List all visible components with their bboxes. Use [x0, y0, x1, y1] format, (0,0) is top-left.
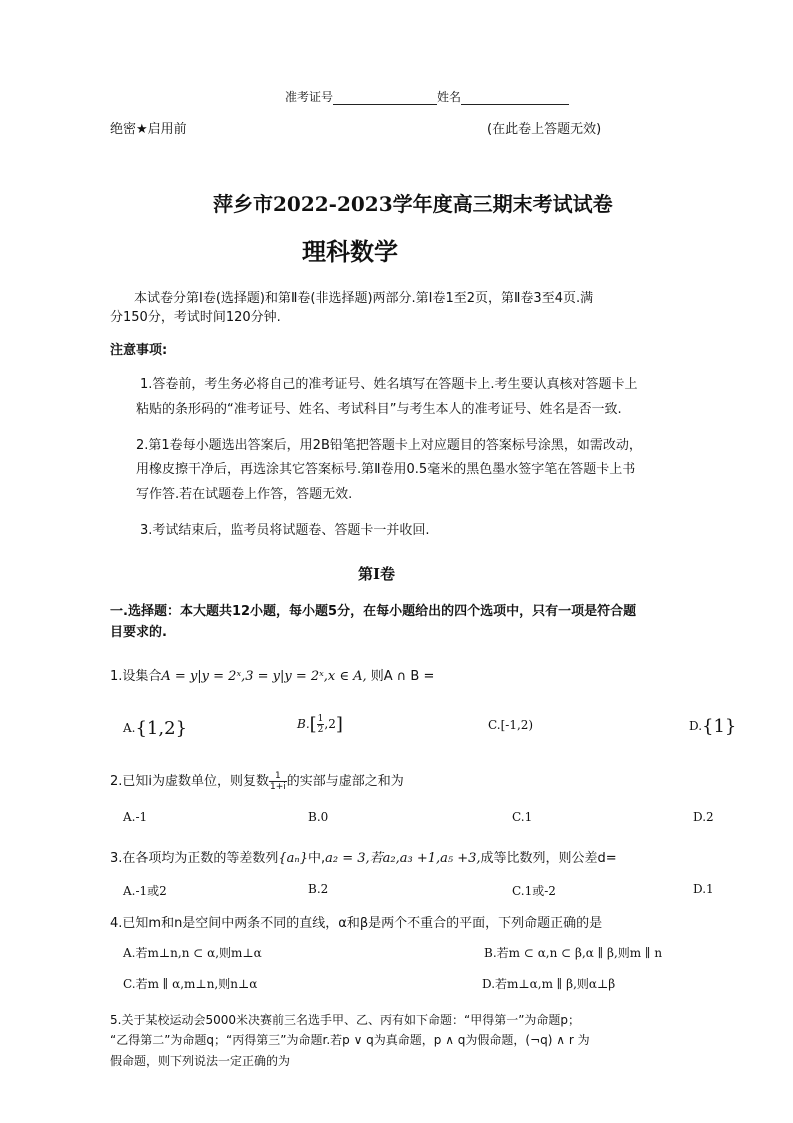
- option-b-numerator: 1: [317, 714, 324, 724]
- exam-number-row: [285, 88, 569, 105]
- question-1-option-b[interactable]: [297, 714, 343, 735]
- question-3-option-d[interactable]: D.1: [693, 882, 714, 896]
- question-4-option-d[interactable]: D.若m⊥α,m ∥ β,则α⊥β: [482, 977, 616, 991]
- exam-number-field[interactable]: [333, 91, 437, 105]
- notice-item-1-line-2: 粘贴的条形码的“准考证号、姓名、考试科目”与考生本人的准考证号、姓名是否一致.: [136, 402, 622, 417]
- option-d-label: D.: [689, 719, 703, 733]
- question-1-stem: [110, 665, 434, 684]
- option-b-tail: ,2: [324, 717, 336, 731]
- question-2-option-c[interactable]: C.1: [512, 810, 533, 824]
- secret-label: 绝密★启用前: [110, 122, 187, 137]
- option-c-value: [-1,2): [500, 718, 534, 732]
- section-instruction-line-2: 目要求的.: [110, 625, 167, 640]
- option-a-value: {1,2}: [135, 718, 188, 739]
- section-instruction-line-1: 一.选择题：本大题共12小题，每小题5分，在每小题给出的四个选项中，只有一项是符合题: [110, 604, 637, 619]
- question-3-condition: a₂ = 3,若a₂,a₃ +1,a₅ +3,: [325, 851, 481, 866]
- section-title: 第Ⅰ卷: [358, 565, 396, 583]
- question-2-fraction: [269, 771, 287, 792]
- option-d-value: {1}: [702, 716, 737, 737]
- question-1-suffix: 则A ∩ B =: [366, 669, 435, 684]
- question-3-option-c[interactable]: C.1或-2: [512, 884, 556, 898]
- question-1-option-a[interactable]: [123, 718, 187, 739]
- notice-item-2-line-1: 2.第1卷每小题选出答案后，用2B铅笔把答题卡上对应题目的答案标号涂黑，如需改动，: [136, 438, 642, 453]
- question-3-sequence: {aₙ}: [278, 851, 308, 866]
- question-1-prefix: 1.设集合: [110, 669, 162, 684]
- question-1-option-c[interactable]: [488, 718, 533, 732]
- bracket-close-icon: ]: [335, 714, 343, 735]
- question-1-sets: A = y|y = 2ˣ,3 = y|y = 2ˣ,x ∈ A,: [161, 669, 367, 684]
- question-3-option-a[interactable]: A.-1或2: [123, 884, 167, 898]
- notice-item-3-line-1: 3.考试结束后，监考员将试题卷、答题卡一并收回.: [140, 523, 430, 538]
- notice-item-1-line-1: 1.答卷前，考生务必将自己的准考证号、姓名填写在答题卡上.考生要认真核对答题卡上: [140, 377, 638, 392]
- notice-item-2-line-2: 用橡皮擦干净后，再选涂其它答案标号.第Ⅱ卷用0.5毫米的黑色墨水签字笔在答题卡上书: [136, 462, 636, 477]
- question-5-line-2: “乙得第二”为命题q；“丙得第三”为命题r.若p ∨ q为真命题，p ∧ q为假命题，(¬q) ∧ r 为: [110, 1033, 590, 1047]
- question-3-mid: 中,: [307, 851, 326, 866]
- question-2-suffix: 的实部与虚部之和为: [286, 774, 404, 789]
- question-1-option-d[interactable]: [689, 716, 736, 737]
- option-c-label: C.: [488, 718, 501, 732]
- question-2-option-d[interactable]: D.2: [693, 810, 714, 824]
- option-b-label: B.: [297, 717, 310, 731]
- question-3-prefix: 3.在各项均为正数的等差数列: [110, 851, 279, 866]
- question-2-numerator: 1: [269, 771, 287, 782]
- exam-number-label: 准考证号: [285, 90, 334, 104]
- option-a-label: A.: [123, 721, 136, 735]
- question-2-denominator: 1+i: [270, 782, 286, 792]
- name-field[interactable]: [461, 91, 569, 105]
- question-4-option-b[interactable]: B.若m ⊂ α,n ⊂ β,α ∥ β,则m ∥ n: [484, 946, 663, 960]
- question-2-stem: [110, 770, 404, 792]
- question-5-line-3: 假命题，则下列说法一定正确的为: [110, 1054, 291, 1068]
- question-5-line-1: 5.关于某校运动会5000米决赛前三名选手甲、乙、丙有如下命题：“甲得第一”为命题p；: [110, 1013, 581, 1027]
- question-2-prefix: 2.已知i为虚数单位，则复数: [110, 774, 270, 789]
- notice-heading: 注意事项:: [110, 343, 168, 358]
- question-2-option-b[interactable]: B.0: [308, 810, 329, 824]
- intro-line-1: 本试卷分第Ⅰ卷(选择题)和第Ⅱ卷(非选择题)两部分.第Ⅰ卷1至2页，第Ⅱ卷3至4页.满: [134, 291, 594, 306]
- question-2-option-a[interactable]: A.-1: [123, 810, 148, 824]
- question-4-stem: 4.已知m和n是空间中两条不同的直线，α和β是两个不重合的平面，下列命题正确的是: [110, 916, 603, 931]
- name-label: 姓名: [437, 90, 462, 104]
- question-3-suffix: 成等比数列，则公差d=: [480, 851, 617, 866]
- intro-line-2: 分150分，考试时间120分钟.: [110, 310, 281, 325]
- question-3-stem: [110, 847, 617, 866]
- question-3-option-b[interactable]: B.2: [308, 882, 329, 896]
- option-b-denominator: 2: [317, 725, 324, 735]
- notice-item-2-line-3: 写作答.若在试题卷上作答，答题无效.: [136, 487, 353, 502]
- exam-title: 萍乡市2022-2023学年度高三期末考试试卷: [213, 192, 613, 216]
- subject-title: 理科数学: [302, 237, 398, 266]
- bracket-open-icon: [: [309, 714, 317, 735]
- question-4-option-c[interactable]: C.若m ∥ α,m⊥n,则n⊥α: [123, 977, 258, 991]
- question-4-option-a[interactable]: A.若m⊥n,n ⊂ α,则m⊥α: [123, 946, 262, 960]
- invalid-note: (在此卷上答题无效): [487, 122, 602, 137]
